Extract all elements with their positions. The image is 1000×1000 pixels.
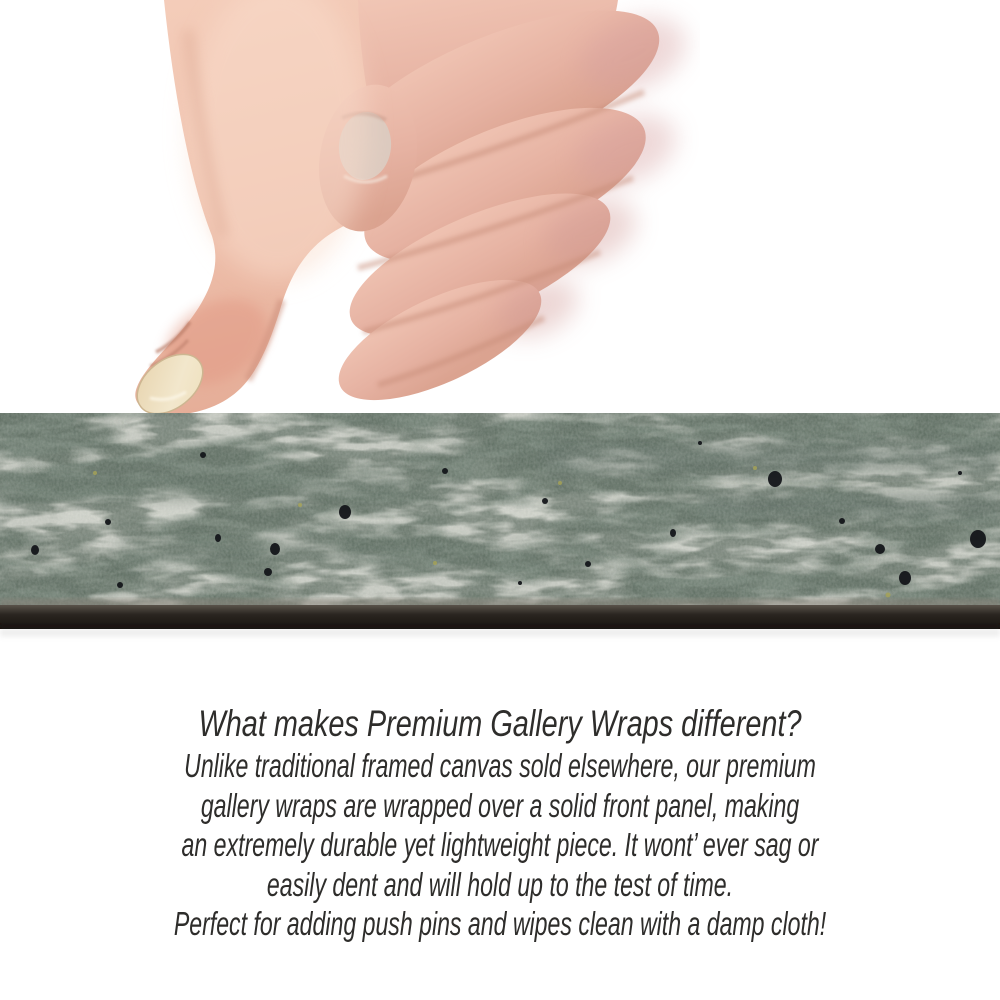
- canvas-edge-fuzz: [0, 624, 1000, 628]
- body-line-1: Unlike traditional framed canvas sold elsewhere, our premium: [184, 747, 816, 784]
- headline: What makes Premium Gallery Wraps different?: [198, 703, 802, 744]
- canvas-wrap-edge-photo: [0, 413, 1000, 629]
- body-line-2: gallery wraps are wrapped over a solid front panel, making: [200, 786, 800, 824]
- hand-photo: [128, 0, 700, 418]
- canvas-weave-dark: [0, 413, 1000, 611]
- body-line-3: an extremely durable yet lightweight piece. It wont’ ever sag or: [181, 826, 819, 863]
- body-line-5: Perfect for adding push pins and wipes clean with a damp cloth!: [173, 905, 827, 942]
- marketing-copy: [0, 702, 1000, 944]
- body-line-4: easily dent and will hold up to the test of time.: [266, 865, 734, 903]
- strip-ground-shadow: [0, 629, 1000, 636]
